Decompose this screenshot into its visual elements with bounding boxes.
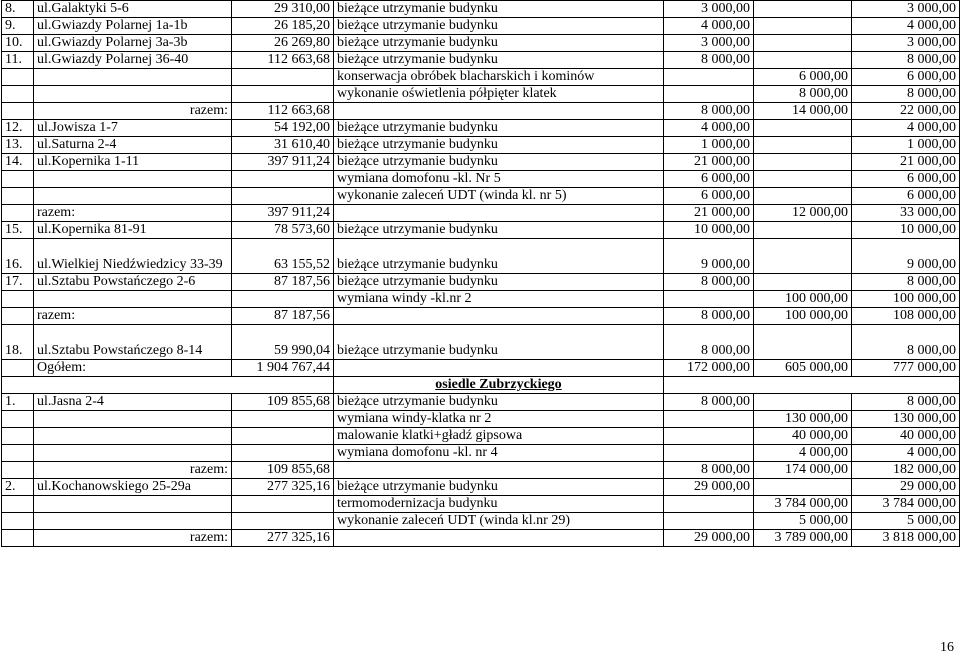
area-cell: 26 269,80 bbox=[232, 35, 334, 52]
address-cell: ul.Kochanowskiego 25-29a bbox=[34, 479, 232, 496]
description-cell bbox=[334, 360, 664, 377]
amount-cell-1 bbox=[664, 445, 754, 462]
amount-cell-1: 8 000,00 bbox=[664, 394, 754, 411]
table-body bbox=[2, 1, 960, 547]
amount-cell-1: 8 000,00 bbox=[664, 52, 754, 69]
total-cell: 182 000,00 bbox=[852, 462, 960, 479]
amount-cell-2: 100 000,00 bbox=[754, 308, 852, 325]
amount-cell-2 bbox=[754, 394, 852, 411]
row-number-cell: 12. bbox=[2, 120, 34, 137]
description-cell: bieżące utrzymanie budynku bbox=[334, 239, 664, 274]
description-cell: bieżące utrzymanie budynku bbox=[334, 137, 664, 154]
total-cell: 108 000,00 bbox=[852, 308, 960, 325]
subtotal-row bbox=[2, 360, 960, 377]
amount-cell-1: 1 000,00 bbox=[664, 137, 754, 154]
address-cell bbox=[34, 496, 232, 513]
total-cell: 4 000,00 bbox=[852, 18, 960, 35]
amount-cell-2 bbox=[754, 1, 852, 18]
description-cell: bieżące utrzymanie budynku bbox=[334, 154, 664, 171]
total-cell: 3 818 000,00 bbox=[852, 530, 960, 547]
table-row bbox=[2, 52, 960, 69]
description-cell: bieżące utrzymanie budynku bbox=[334, 222, 664, 239]
row-number-cell bbox=[2, 411, 34, 428]
table-row bbox=[2, 154, 960, 171]
table-row bbox=[2, 120, 960, 137]
amount-cell-1: 3 000,00 bbox=[664, 35, 754, 52]
description-cell: bieżące utrzymanie budynku bbox=[334, 35, 664, 52]
row-number-cell: 8. bbox=[2, 1, 34, 18]
address-cell bbox=[34, 445, 232, 462]
area-cell: 277 325,16 bbox=[232, 530, 334, 547]
address-cell: razem: bbox=[34, 103, 232, 120]
table-row bbox=[2, 496, 960, 513]
amount-cell-2 bbox=[754, 137, 852, 154]
row-number-cell: 9. bbox=[2, 18, 34, 35]
total-cell: 6 000,00 bbox=[852, 171, 960, 188]
amount-cell-2 bbox=[754, 154, 852, 171]
total-cell: 40 000,00 bbox=[852, 428, 960, 445]
table-row bbox=[2, 479, 960, 496]
total-cell: 8 000,00 bbox=[852, 274, 960, 291]
subtotal-row bbox=[2, 530, 960, 547]
amount-cell-1: 8 000,00 bbox=[664, 325, 754, 360]
table-row bbox=[2, 188, 960, 205]
row-number-cell bbox=[2, 291, 34, 308]
total-cell: 21 000,00 bbox=[852, 154, 960, 171]
area-cell bbox=[232, 411, 334, 428]
amount-cell-1 bbox=[664, 513, 754, 530]
row-number-cell bbox=[2, 496, 34, 513]
area-cell: 109 855,68 bbox=[232, 394, 334, 411]
total-cell: 8 000,00 bbox=[852, 86, 960, 103]
area-cell: 277 325,16 bbox=[232, 479, 334, 496]
area-cell bbox=[232, 188, 334, 205]
area-cell bbox=[232, 86, 334, 103]
description-cell: wykonanie zaleceń UDT (winda kl.nr 29) bbox=[334, 513, 664, 530]
amount-cell-2: 5 000,00 bbox=[754, 513, 852, 530]
amount-cell-1 bbox=[664, 69, 754, 86]
amount-cell-1 bbox=[664, 496, 754, 513]
amount-cell-2 bbox=[754, 325, 852, 360]
area-cell bbox=[232, 496, 334, 513]
address-cell: Ogółem: bbox=[34, 360, 232, 377]
row-number-cell: 10. bbox=[2, 35, 34, 52]
table-row bbox=[2, 69, 960, 86]
row-number-cell bbox=[2, 462, 34, 479]
amount-cell-1: 4 000,00 bbox=[664, 120, 754, 137]
amount-cell-1: 4 000,00 bbox=[664, 18, 754, 35]
area-cell bbox=[232, 428, 334, 445]
area-cell: 109 855,68 bbox=[232, 462, 334, 479]
area-cell: 397 911,24 bbox=[232, 205, 334, 222]
amount-cell-2: 6 000,00 bbox=[754, 69, 852, 86]
area-cell: 87 187,56 bbox=[232, 308, 334, 325]
amount-cell-1: 21 000,00 bbox=[664, 205, 754, 222]
total-cell: 29 000,00 bbox=[852, 479, 960, 496]
address-cell bbox=[34, 291, 232, 308]
address-cell bbox=[34, 411, 232, 428]
amount-cell-2 bbox=[754, 274, 852, 291]
total-cell: 8 000,00 bbox=[852, 394, 960, 411]
address-cell: razem: bbox=[34, 462, 232, 479]
address-cell: ul.Sztabu Powstańczego 2-6 bbox=[34, 274, 232, 291]
area-cell bbox=[232, 171, 334, 188]
amount-cell-1 bbox=[664, 411, 754, 428]
section-header-row bbox=[2, 377, 960, 394]
total-cell: 3 000,00 bbox=[852, 1, 960, 18]
description-cell bbox=[334, 462, 664, 479]
area-cell: 31 610,40 bbox=[232, 137, 334, 154]
table-row bbox=[2, 86, 960, 103]
description-cell bbox=[334, 205, 664, 222]
description-cell: bieżące utrzymanie budynku bbox=[334, 394, 664, 411]
row-number-cell bbox=[2, 69, 34, 86]
area-cell: 87 187,56 bbox=[232, 274, 334, 291]
subtotal-row bbox=[2, 205, 960, 222]
total-cell: 8 000,00 bbox=[852, 325, 960, 360]
row-number-cell bbox=[2, 86, 34, 103]
row-number-cell bbox=[2, 428, 34, 445]
total-cell: 130 000,00 bbox=[852, 411, 960, 428]
amount-cell-1: 29 000,00 bbox=[664, 479, 754, 496]
total-cell: 5 000,00 bbox=[852, 513, 960, 530]
row-number-cell bbox=[2, 103, 34, 120]
amount-cell-2: 100 000,00 bbox=[754, 291, 852, 308]
amount-cell-1: 8 000,00 bbox=[664, 308, 754, 325]
area-cell: 26 185,20 bbox=[232, 18, 334, 35]
area-cell: 112 663,68 bbox=[232, 52, 334, 69]
amount-cell-1: 3 000,00 bbox=[664, 1, 754, 18]
area-cell: 1 904 767,44 bbox=[232, 360, 334, 377]
area-cell: 54 192,00 bbox=[232, 120, 334, 137]
table-row bbox=[2, 274, 960, 291]
row-number-cell bbox=[2, 188, 34, 205]
amount-cell-1: 21 000,00 bbox=[664, 154, 754, 171]
subtotal-row bbox=[2, 462, 960, 479]
amount-cell-1: 9 000,00 bbox=[664, 239, 754, 274]
address-cell: ul.Wielkiej Niedźwiedzicy 33-39 bbox=[34, 239, 232, 274]
address-cell: razem: bbox=[34, 205, 232, 222]
amount-cell-2: 3 789 000,00 bbox=[754, 530, 852, 547]
total-cell: 3 000,00 bbox=[852, 35, 960, 52]
address-cell bbox=[34, 171, 232, 188]
table-row bbox=[2, 513, 960, 530]
table-row bbox=[2, 222, 960, 239]
total-cell: 4 000,00 bbox=[852, 120, 960, 137]
row-number-cell bbox=[2, 513, 34, 530]
description-cell: wymiana windy-klatka nr 2 bbox=[334, 411, 664, 428]
amount-cell-2 bbox=[754, 18, 852, 35]
row-number-cell bbox=[2, 360, 34, 377]
total-cell: 4 000,00 bbox=[852, 445, 960, 462]
address-cell bbox=[34, 86, 232, 103]
description-cell: wymiana domofonu -kl. nr 4 bbox=[334, 445, 664, 462]
description-cell: bieżące utrzymanie budynku bbox=[334, 274, 664, 291]
table-row bbox=[2, 411, 960, 428]
row-number-cell: 14. bbox=[2, 154, 34, 171]
description-cell: bieżące utrzymanie budynku bbox=[334, 1, 664, 18]
total-cell: 777 000,00 bbox=[852, 360, 960, 377]
address-cell: ul.Kopernika 81-91 bbox=[34, 222, 232, 239]
address-cell: ul.Kopernika 1-11 bbox=[34, 154, 232, 171]
amount-cell-2: 130 000,00 bbox=[754, 411, 852, 428]
table-row bbox=[2, 394, 960, 411]
table-row bbox=[2, 428, 960, 445]
address-cell: ul.Gwiazdy Polarnej 36-40 bbox=[34, 52, 232, 69]
amount-cell-1: 172 000,00 bbox=[664, 360, 754, 377]
description-cell: bieżące utrzymanie budynku bbox=[334, 18, 664, 35]
address-cell: ul.Gwiazdy Polarnej 1a-1b bbox=[34, 18, 232, 35]
total-cell: 9 000,00 bbox=[852, 239, 960, 274]
amount-cell-1 bbox=[664, 428, 754, 445]
description-cell: wykonanie zaleceń UDT (winda kl. nr 5) bbox=[334, 188, 664, 205]
area-cell bbox=[232, 291, 334, 308]
description-cell: malowanie klatki+gładź gipsowa bbox=[334, 428, 664, 445]
row-number-cell bbox=[2, 445, 34, 462]
row-number-cell bbox=[2, 308, 34, 325]
area-cell: 397 911,24 bbox=[232, 154, 334, 171]
amount-cell-2 bbox=[754, 239, 852, 274]
description-cell: wymiana windy -kl.nr 2 bbox=[334, 291, 664, 308]
address-cell: razem: bbox=[34, 308, 232, 325]
amount-cell-1 bbox=[664, 86, 754, 103]
address-cell: razem: bbox=[34, 530, 232, 547]
page-number: 16 bbox=[940, 640, 954, 655]
total-cell: 33 000,00 bbox=[852, 205, 960, 222]
amount-cell-2: 3 784 000,00 bbox=[754, 496, 852, 513]
amount-cell-2 bbox=[754, 222, 852, 239]
amount-cell-2: 174 000,00 bbox=[754, 462, 852, 479]
table-row bbox=[2, 18, 960, 35]
subtotal-row bbox=[2, 308, 960, 325]
row-number-cell: 17. bbox=[2, 274, 34, 291]
subtotal-row bbox=[2, 103, 960, 120]
area-cell: 63 155,52 bbox=[232, 239, 334, 274]
row-number-cell: 11. bbox=[2, 52, 34, 69]
address-cell bbox=[34, 513, 232, 530]
amount-cell-1: 8 000,00 bbox=[664, 274, 754, 291]
section-title: osiedle Zubrzyckiego bbox=[334, 377, 664, 394]
blank-cell bbox=[664, 377, 960, 394]
table-row bbox=[2, 171, 960, 188]
area-cell bbox=[232, 445, 334, 462]
amount-cell-2: 40 000,00 bbox=[754, 428, 852, 445]
row-number-cell bbox=[2, 530, 34, 547]
amount-cell-1: 6 000,00 bbox=[664, 188, 754, 205]
address-cell bbox=[34, 188, 232, 205]
table-row bbox=[2, 35, 960, 52]
amount-cell-2: 8 000,00 bbox=[754, 86, 852, 103]
table-row bbox=[2, 325, 960, 360]
address-cell bbox=[34, 69, 232, 86]
row-number-cell: 15. bbox=[2, 222, 34, 239]
amount-cell-2: 14 000,00 bbox=[754, 103, 852, 120]
amount-cell-2 bbox=[754, 52, 852, 69]
table-row bbox=[2, 291, 960, 308]
row-number-cell: 16. bbox=[2, 239, 34, 274]
row-number-cell bbox=[2, 205, 34, 222]
budget-table bbox=[1, 0, 960, 547]
amount-cell-1: 10 000,00 bbox=[664, 222, 754, 239]
total-cell: 6 000,00 bbox=[852, 188, 960, 205]
total-cell: 100 000,00 bbox=[852, 291, 960, 308]
address-cell: ul.Galaktyki 5-6 bbox=[34, 1, 232, 18]
table-row bbox=[2, 239, 960, 274]
row-number-cell bbox=[2, 171, 34, 188]
amount-cell-1: 29 000,00 bbox=[664, 530, 754, 547]
amount-cell-2 bbox=[754, 188, 852, 205]
table-row bbox=[2, 1, 960, 18]
amount-cell-2: 12 000,00 bbox=[754, 205, 852, 222]
description-cell: termomodernizacja budynku bbox=[334, 496, 664, 513]
description-cell: bieżące utrzymanie budynku bbox=[334, 479, 664, 496]
description-cell bbox=[334, 530, 664, 547]
total-cell: 8 000,00 bbox=[852, 52, 960, 69]
total-cell: 1 000,00 bbox=[852, 137, 960, 154]
description-cell: wymiana domofonu -kl. Nr 5 bbox=[334, 171, 664, 188]
row-number-cell: 18. bbox=[2, 325, 34, 360]
description-cell: wykonanie oświetlenia półpięter klatek bbox=[334, 86, 664, 103]
description-cell bbox=[334, 103, 664, 120]
area-cell bbox=[232, 69, 334, 86]
amount-cell-2 bbox=[754, 35, 852, 52]
area-cell: 59 990,04 bbox=[232, 325, 334, 360]
total-cell: 3 784 000,00 bbox=[852, 496, 960, 513]
amount-cell-2 bbox=[754, 479, 852, 496]
amount-cell-1: 8 000,00 bbox=[664, 462, 754, 479]
blank-cell bbox=[2, 377, 334, 394]
total-cell: 22 000,00 bbox=[852, 103, 960, 120]
area-cell: 78 573,60 bbox=[232, 222, 334, 239]
amount-cell-1: 8 000,00 bbox=[664, 103, 754, 120]
description-cell: konserwacja obróbek blacharskich i kominów bbox=[334, 69, 664, 86]
row-number-cell: 1. bbox=[2, 394, 34, 411]
amount-cell-2 bbox=[754, 171, 852, 188]
area-cell bbox=[232, 513, 334, 530]
amount-cell-1: 6 000,00 bbox=[664, 171, 754, 188]
total-cell: 6 000,00 bbox=[852, 69, 960, 86]
description-cell bbox=[334, 308, 664, 325]
address-cell bbox=[34, 428, 232, 445]
address-cell: ul.Saturna 2-4 bbox=[34, 137, 232, 154]
description-cell: bieżące utrzymanie budynku bbox=[334, 52, 664, 69]
amount-cell-2: 4 000,00 bbox=[754, 445, 852, 462]
table-row bbox=[2, 137, 960, 154]
amount-cell-1 bbox=[664, 291, 754, 308]
address-cell: ul.Sztabu Powstańczego 8-14 bbox=[34, 325, 232, 360]
description-cell: bieżące utrzymanie budynku bbox=[334, 120, 664, 137]
area-cell: 112 663,68 bbox=[232, 103, 334, 120]
area-cell: 29 310,00 bbox=[232, 1, 334, 18]
amount-cell-2: 605 000,00 bbox=[754, 360, 852, 377]
address-cell: ul.Jowisza 1-7 bbox=[34, 120, 232, 137]
table-row bbox=[2, 445, 960, 462]
row-number-cell: 13. bbox=[2, 137, 34, 154]
row-number-cell: 2. bbox=[2, 479, 34, 496]
address-cell: ul.Gwiazdy Polarnej 3a-3b bbox=[34, 35, 232, 52]
total-cell: 10 000,00 bbox=[852, 222, 960, 239]
amount-cell-2 bbox=[754, 120, 852, 137]
address-cell: ul.Jasna 2-4 bbox=[34, 394, 232, 411]
description-cell: bieżące utrzymanie budynku bbox=[334, 325, 664, 360]
